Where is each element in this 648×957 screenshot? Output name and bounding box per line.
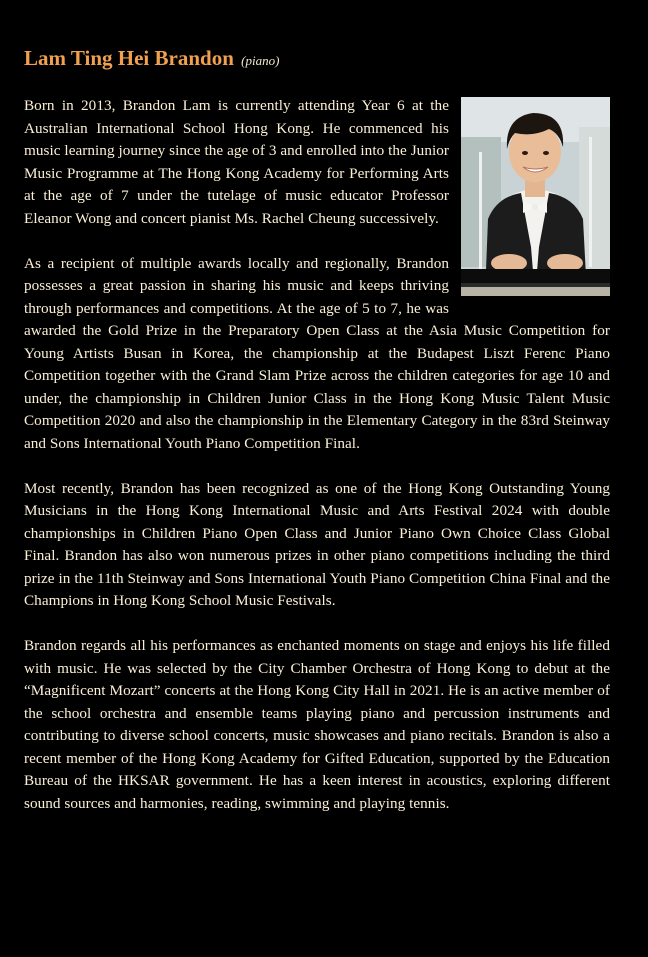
performer-name: Lam Ting Hei Brandon [24,46,234,70]
bio-paragraph: Brandon regards all his performances as enchanted moments on stage and enjoys his life filled with music. He was selected by the City Chamber Orchestra of Hong Kong to debut at the “Magnificent Mozart” concerts at the Hong Kong City Hall in 2021. He is an active member of the school orchestra and ensemble teams playing piano and percussion instruments and contributing to diverse school concerts, music showcases and piano recitals. Brandon is also a recent member of the Hong Kong Academy for Gifted Education, supported by the Education Bureau of the HKSAR government. He has a keen interest in acoustics, exploring different sound sources and harmonies, reading, swimming and playing tennis. [24,637,610,812]
instrument-label: (piano) [241,53,280,68]
bio-paragraph: Born in 2013, Brandon Lam is currently attending Year 6 at the Australian International School Hong Kong. He commenced his music learning journey since the age of 3 and enrolled into the Junior Music Programme at The Hong Kong Academy for Performing Arts at the age of 7 under the tutelage of music educator Professor Eleanor Wong and concert pianist Ms. Rachel Cheung successively. [24,97,449,227]
photo-spacer [449,95,610,298]
bio-paragraph: As a recipient of multiple awards locally and regionally, Brandon possesses a great passion in sharing his music and keeps thriving through performances and competitions. At the age of 5 to 7, he was awarded the Gold Prize in the Preparatory Open Class at the Asia Music Competition for Young Artists Busan in Korea, the championship at the Budapest Liszt Ferenc Piano Competition together with the Grand Slam Prize across the children categories for age 10 and under, the championship in Children Junior Class in the Hong Kong Music Talent Music Competition 2020 and also the championship in the Elementary Category in the 83rd Steinway and Sons International Youth Piano Competition Final. [24,254,610,452]
biography [24,95,610,838]
bio-paragraph: Most recently, Brandon has been recognized as one of the Hong Kong Outstanding Young Musicians in the Hong Kong International Music and Arts Festival 2024 with double championships in Children Piano Open Class and Junior Piano Own Choice Class Global Final. Brandon has also won numerous prizes in other piano competitions including the third prize in the 11th Steinway and Sons International Youth Piano Competition China Final and the Champions in Hong Kong School Music Festivals. [24,479,610,609]
performer-heading [24,44,279,75]
